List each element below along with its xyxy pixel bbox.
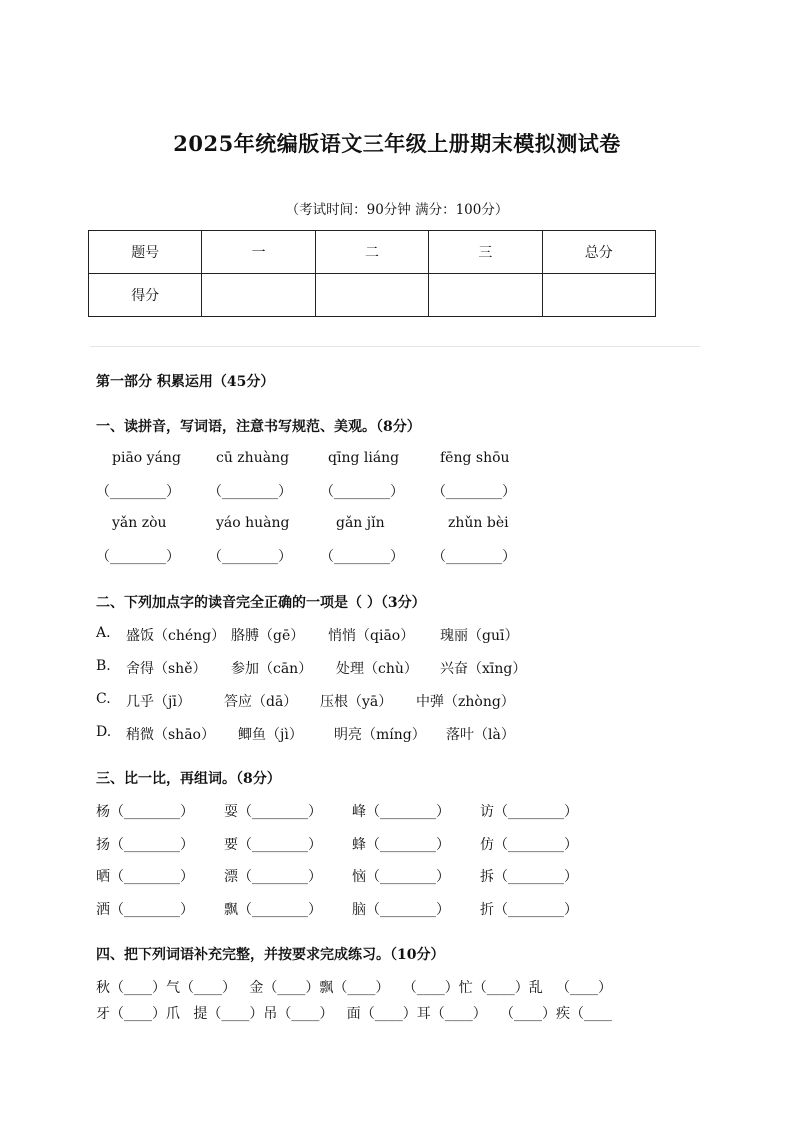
question-3-title: 三、比一比，再组词。（8分） <box>96 771 281 787</box>
header-cell: 题号 <box>89 231 202 274</box>
header-cell: 三 <box>429 231 542 274</box>
row-label: 得分 <box>89 274 202 317</box>
compare-item[interactable]: 拆（________） <box>480 869 578 885</box>
answer-blank[interactable]: （________） <box>208 549 292 565</box>
option-item: 鲫鱼（jì） <box>238 727 303 743</box>
question-4-title: 四、把下列词语补充完整，并按要求完成练习。（10分） <box>96 947 445 963</box>
compare-item[interactable]: 脑（________） <box>352 902 450 918</box>
question-1-title: 一、读拼音，写词语，注意书写规范、美观。（8分） <box>96 419 421 435</box>
pinyin: yáo huàng <box>216 515 290 531</box>
part-heading: 第一部分 积累运用（45分） <box>96 374 275 390</box>
compare-item[interactable]: 耍（________） <box>224 804 322 820</box>
answer-blank[interactable]: （________） <box>96 484 180 500</box>
compare-item[interactable]: 漂（________） <box>224 869 322 885</box>
score-cell[interactable] <box>429 274 542 317</box>
compare-item[interactable]: 恼（________） <box>352 869 450 885</box>
compare-item[interactable]: 访（________） <box>480 804 578 820</box>
option-item: 几乎（jī） <box>126 694 191 710</box>
option-item: 中弹（zhòng） <box>416 694 515 710</box>
pinyin: fēng shōu <box>440 450 510 466</box>
option-item: 处理（chù） <box>336 661 418 677</box>
idiom-line[interactable]: 秋（____）气（____） 金（____）飘（____） （____）忙（____）乱 （____） <box>96 980 613 996</box>
option-item: 盛饭（chéng） <box>126 628 226 644</box>
option-item: 落叶（là） <box>446 727 515 743</box>
pinyin: zhǔn bèi <box>448 515 509 531</box>
option-label: A. <box>96 625 111 641</box>
pinyin: gǎn jǐn <box>336 515 385 531</box>
answer-blank[interactable]: （________） <box>96 549 180 565</box>
option-item: 答应（dā） <box>224 694 298 710</box>
page-title: 2025年统编版语文三年级上册期末模拟测试卷 <box>173 131 621 156</box>
score-cell[interactable] <box>542 274 655 317</box>
header-cell: 二 <box>315 231 428 274</box>
option-item: 胳膊（gē） <box>231 628 305 644</box>
pinyin: qīng liáng <box>328 450 400 466</box>
header-cell: 一 <box>202 231 315 274</box>
option-item: 兴奋（xīng） <box>440 661 527 677</box>
option-item: 参加（cān） <box>231 661 313 677</box>
score-table <box>88 230 656 317</box>
header-cell: 总分 <box>542 231 655 274</box>
answer-blank[interactable]: （________） <box>320 484 404 500</box>
table-row <box>89 231 656 274</box>
compare-item[interactable]: 要（________） <box>224 837 322 853</box>
pinyin: yǎn zòu <box>112 515 167 531</box>
compare-item[interactable]: 飘（________） <box>224 902 322 918</box>
option-label: D. <box>96 724 112 740</box>
compare-item[interactable]: 扬（________） <box>96 837 194 853</box>
compare-item[interactable]: 折（________） <box>480 902 578 918</box>
option-item: 稍微（shāo） <box>126 727 215 743</box>
score-cell[interactable] <box>315 274 428 317</box>
answer-blank[interactable]: （________） <box>208 484 292 500</box>
divider <box>90 346 700 347</box>
pinyin: cū zhuàng <box>216 450 290 466</box>
answer-blank[interactable]: （________） <box>320 549 404 565</box>
answer-blank[interactable]: （________） <box>432 549 516 565</box>
pinyin: piāo yáng <box>112 450 181 466</box>
option-item: 舍得（shě） <box>126 661 207 677</box>
score-cell[interactable] <box>202 274 315 317</box>
compare-item[interactable]: 峰（________） <box>352 804 450 820</box>
compare-item[interactable]: 杨（________） <box>96 804 194 820</box>
idiom-line[interactable]: 牙（____）爪 提（____）吊（____） 面（____）耳（____） （____）疾（____ <box>96 1006 613 1022</box>
compare-item[interactable]: 晒（________） <box>96 869 194 885</box>
exam-info: （考试时间：90分钟 满分：100分） <box>285 202 509 218</box>
compare-item[interactable]: 洒（________） <box>96 902 194 918</box>
option-item: 压根（yā） <box>320 694 393 710</box>
option-label: B. <box>96 658 111 674</box>
compare-item[interactable]: 蜂（________） <box>352 837 450 853</box>
option-item: 瑰丽（guī） <box>440 628 519 644</box>
option-item: 明亮（míng） <box>334 727 426 743</box>
answer-blank[interactable]: （________） <box>432 484 516 500</box>
compare-item[interactable]: 仿（________） <box>480 837 578 853</box>
option-item: 悄悄（qiāo） <box>328 628 415 644</box>
table-row <box>89 274 656 317</box>
option-label: C. <box>96 691 111 707</box>
question-2-title: 二、下列加点字的读音完全正确的一项是（ ）（3分） <box>96 595 426 611</box>
